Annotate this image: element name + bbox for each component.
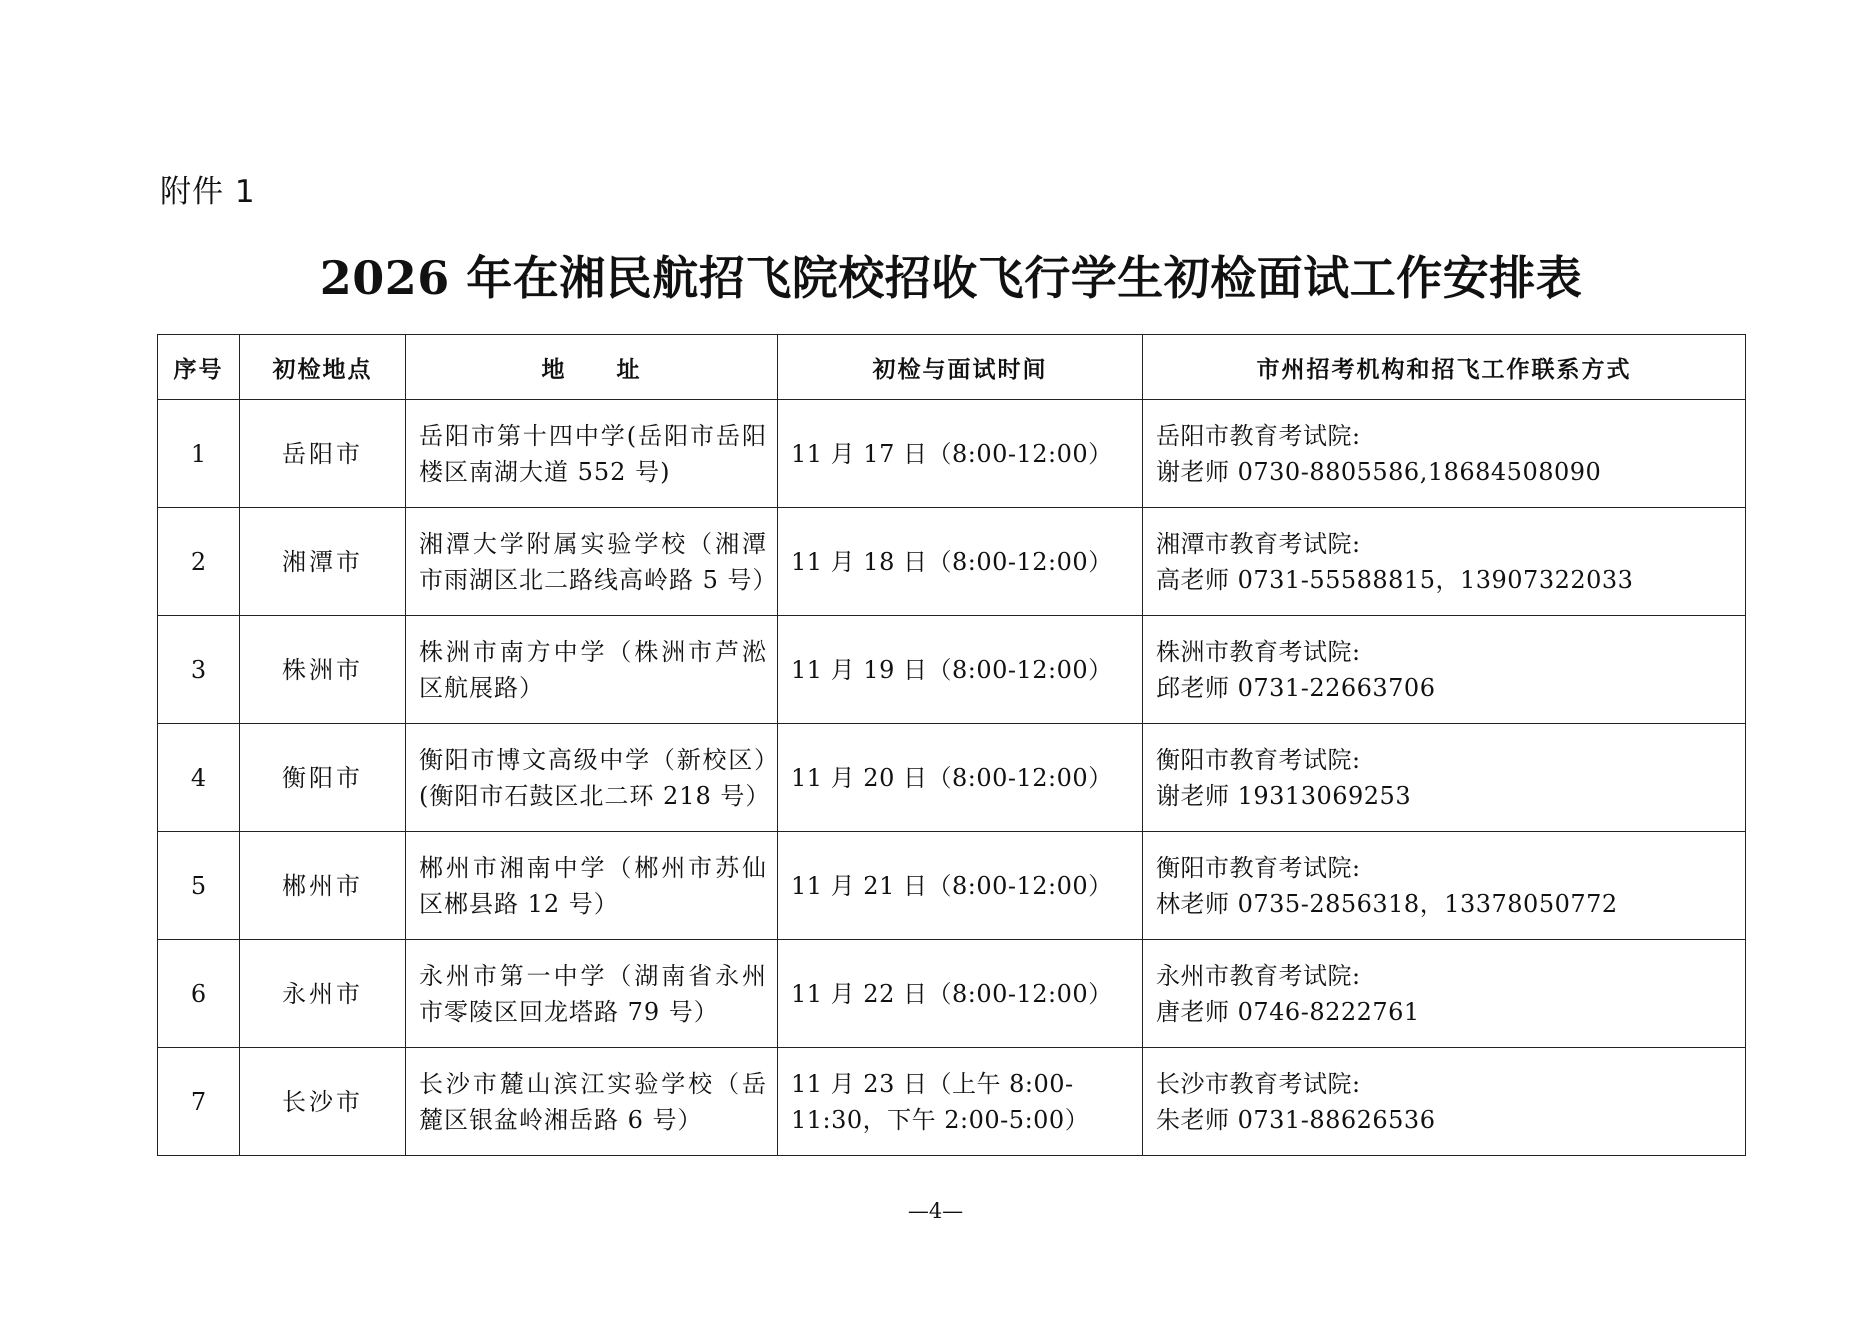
table-row xyxy=(158,616,1746,724)
contact-person: 唐老师 0746-8222761 xyxy=(1156,997,1420,1026)
document-title: 2026 年在湘民航招飞院校招收飞行学生初检面试工作安排表 xyxy=(319,251,1583,305)
row-number: 2 xyxy=(158,508,240,616)
table-row xyxy=(158,1048,1746,1156)
row-contact xyxy=(1143,832,1746,940)
row-location: 永州市 xyxy=(240,940,406,1048)
column-header-contact: 市州招考机构和招飞工作联系方式 xyxy=(1143,335,1746,400)
row-number: 4 xyxy=(158,724,240,832)
row-address: 湘潭大学附属实验学校（湘潭市雨湖区北二路线高岭路 5 号） xyxy=(406,508,778,616)
contact-person: 朱老师 0731-88626536 xyxy=(1156,1105,1436,1134)
contact-organization: 岳阳市教育考试院: xyxy=(1156,421,1361,450)
table-header-row xyxy=(158,335,1746,400)
column-header-address: 地 址 xyxy=(406,335,778,400)
contact-person: 邱老师 0731-22663706 xyxy=(1156,673,1436,702)
row-address: 郴州市湘南中学（郴州市苏仙区郴县路 12 号） xyxy=(406,832,778,940)
row-address: 衡阳市博文高级中学（新校区）(衡阳市石鼓区北二环 218 号） xyxy=(406,724,778,832)
row-number: 3 xyxy=(158,616,240,724)
page-number: —4— xyxy=(907,1199,964,1223)
row-contact xyxy=(1143,1048,1746,1156)
row-address: 株洲市南方中学（株洲市芦淞区航展路） xyxy=(406,616,778,724)
contact-organization: 株洲市教育考试院: xyxy=(1156,637,1361,666)
row-location: 株洲市 xyxy=(240,616,406,724)
table-row xyxy=(158,508,1746,616)
contact-person: 谢老师 0730-8805586,18684508090 xyxy=(1156,457,1602,486)
row-number: 5 xyxy=(158,832,240,940)
row-location: 郴州市 xyxy=(240,832,406,940)
contact-organization: 衡阳市教育考试院: xyxy=(1156,745,1361,774)
row-contact xyxy=(1143,508,1746,616)
row-address: 永州市第一中学（湖南省永州市零陵区回龙塔路 79 号） xyxy=(406,940,778,1048)
row-number: 1 xyxy=(158,400,240,508)
row-time: 11 月 17 日（8:00-12:00） xyxy=(778,400,1143,508)
row-address: 岳阳市第十四中学(岳阳市岳阳楼区南湖大道 552 号) xyxy=(406,400,778,508)
table-row xyxy=(158,940,1746,1048)
row-location: 长沙市 xyxy=(240,1048,406,1156)
column-header-location: 初检地点 xyxy=(240,335,406,400)
column-header-time: 初检与面试时间 xyxy=(778,335,1143,400)
row-location: 湘潭市 xyxy=(240,508,406,616)
table-row xyxy=(158,400,1746,508)
contact-organization: 永州市教育考试院: xyxy=(1156,961,1361,990)
row-time: 11 月 20 日（8:00-12:00） xyxy=(778,724,1143,832)
row-time: 11 月 21 日（8:00-12:00） xyxy=(778,832,1143,940)
row-contact xyxy=(1143,724,1746,832)
table-row xyxy=(158,832,1746,940)
row-time: 11 月 18 日（8:00-12:00） xyxy=(778,508,1143,616)
contact-person: 林老师 0735-2856318，13378050772 xyxy=(1156,889,1618,918)
row-address: 长沙市麓山滨江实验学校（岳麓区银盆岭湘岳路 6 号） xyxy=(406,1048,778,1156)
row-time: 11 月 19 日（8:00-12:00） xyxy=(778,616,1143,724)
row-time: 11 月 23 日（上午 8:00-11:30，下午 2:00-5:00） xyxy=(778,1048,1143,1156)
row-contact xyxy=(1143,940,1746,1048)
row-number: 7 xyxy=(158,1048,240,1156)
schedule-table xyxy=(157,334,1746,1156)
row-time: 11 月 22 日（8:00-12:00） xyxy=(778,940,1143,1048)
table-row xyxy=(158,724,1746,832)
attachment-label: 附件 1 xyxy=(160,174,256,210)
contact-organization: 长沙市教育考试院: xyxy=(1156,1069,1361,1098)
contact-person: 谢老师 19313069253 xyxy=(1156,781,1412,810)
row-location: 衡阳市 xyxy=(240,724,406,832)
contact-organization: 衡阳市教育考试院: xyxy=(1156,853,1361,882)
row-location: 岳阳市 xyxy=(240,400,406,508)
contact-organization: 湘潭市教育考试院: xyxy=(1156,529,1361,558)
contact-person: 高老师 0731-55588815，13907322033 xyxy=(1156,565,1634,594)
row-contact xyxy=(1143,616,1746,724)
row-number: 6 xyxy=(158,940,240,1048)
column-header-number: 序号 xyxy=(158,335,240,400)
row-contact xyxy=(1143,400,1746,508)
